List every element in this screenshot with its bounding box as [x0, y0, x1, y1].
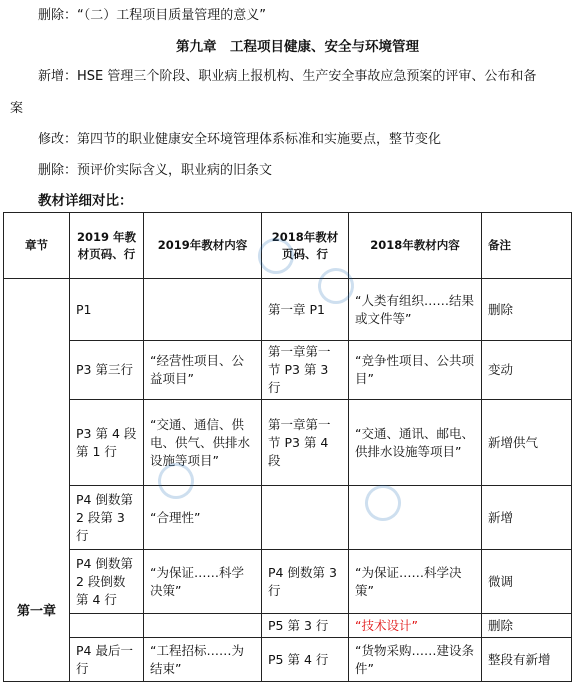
cell-content-2018-highlight: “技术设计” [349, 614, 482, 638]
cell-note: 微调 [482, 550, 572, 614]
table-row [4, 486, 572, 550]
cell-note: 新增 [482, 486, 572, 550]
cell-page-2019: P4 倒数第 2 段第 3 行 [70, 486, 144, 550]
cell-note: 新增供气 [482, 400, 572, 486]
cell-page-2019: P3 第 4 段第 1 行 [70, 400, 144, 486]
cell-note: 删除 [482, 614, 572, 638]
cell-page-2018: 第一章 P1 [262, 279, 349, 341]
header-page-2018: 2018年教材页码、行 [262, 213, 349, 279]
header-content-2019: 2019年教材内容 [144, 213, 262, 279]
cell-content-2018: “交通、通讯、邮电、供排水设施等项目” [349, 400, 482, 486]
cell-page-2019: P4 倒数第 2 段倒数第 4 行 [70, 550, 144, 614]
cell-page-2018 [262, 486, 349, 550]
cell-content-2019: “交通、通信、供电、供气、供排水设施等项目” [144, 400, 262, 486]
cell-content-2018 [349, 486, 482, 550]
cell-content-2018: “货物采购……建设条件” [349, 638, 482, 682]
cell-page-2019 [70, 614, 144, 638]
table-row [4, 400, 572, 486]
cell-note: 删除 [482, 279, 572, 341]
cell-page-2018: 第一章第一节 P3 第 4 段 [262, 400, 349, 486]
cell-content-2018: “竞争性项目、公共项目” [349, 341, 482, 400]
header-page-2019: 2019 年教材页码、行 [70, 213, 144, 279]
cell-content-2019 [144, 614, 262, 638]
table-row [4, 550, 572, 614]
cell-page-2018: P5 第 3 行 [262, 614, 349, 638]
deleted-items-note: 删除：预评价实际含义，职业病的旧条文 [38, 163, 273, 178]
chapter-title: 第九章 工程项目健康、安全与环境管理 [176, 39, 419, 55]
cell-page-2018: P5 第 4 行 [262, 638, 349, 682]
added-items-note: 新增：HSE 管理三个阶段、职业病上报机构、生产安全事故应急预案的评审、公布和备 [38, 69, 537, 84]
added-items-note-cont: 案 [10, 101, 24, 116]
cell-content-2018: “为保证……科学决策” [349, 550, 482, 614]
header-chapter: 章节 [4, 213, 70, 279]
header-content-2018: 2018年教材内容 [349, 213, 482, 279]
cell-page-2019: P1 [70, 279, 144, 341]
table-row [4, 638, 572, 682]
cell-content-2019: “经营性项目、公益项目” [144, 341, 262, 400]
cell-content-2018: “人类有组织……结果或文件等” [349, 279, 482, 341]
chapter-cell: 第一章 [4, 279, 70, 682]
cell-content-2019: “合理性” [144, 486, 262, 550]
comparison-heading: 教材详细对比： [38, 193, 133, 209]
table-row [4, 341, 572, 400]
header-note: 备注 [482, 213, 572, 279]
cell-page-2019: P4 最后一行 [70, 638, 144, 682]
table-row [4, 279, 572, 341]
modified-items-note: 修改：第四节的职业健康安全环境管理体系标准和实施要点，整节变化 [38, 132, 442, 147]
cell-note: 整段有新增 [482, 638, 572, 682]
cell-content-2019: “为保证……科学决策” [144, 550, 262, 614]
cell-page-2018: 第一章第一节 P3 第 3 行 [262, 341, 349, 400]
cell-content-2019: “工程招标……为结束” [144, 638, 262, 682]
cell-note: 变动 [482, 341, 572, 400]
cell-page-2019: P3 第三行 [70, 341, 144, 400]
comparison-table [3, 212, 572, 682]
deleted-item-note: 删除：“（二）工程项目质量管理的意义” [38, 8, 266, 23]
table-row [4, 614, 572, 638]
cell-content-2019 [144, 279, 262, 341]
table-header-row [4, 213, 572, 279]
cell-page-2018: P4 倒数第 3 行 [262, 550, 349, 614]
